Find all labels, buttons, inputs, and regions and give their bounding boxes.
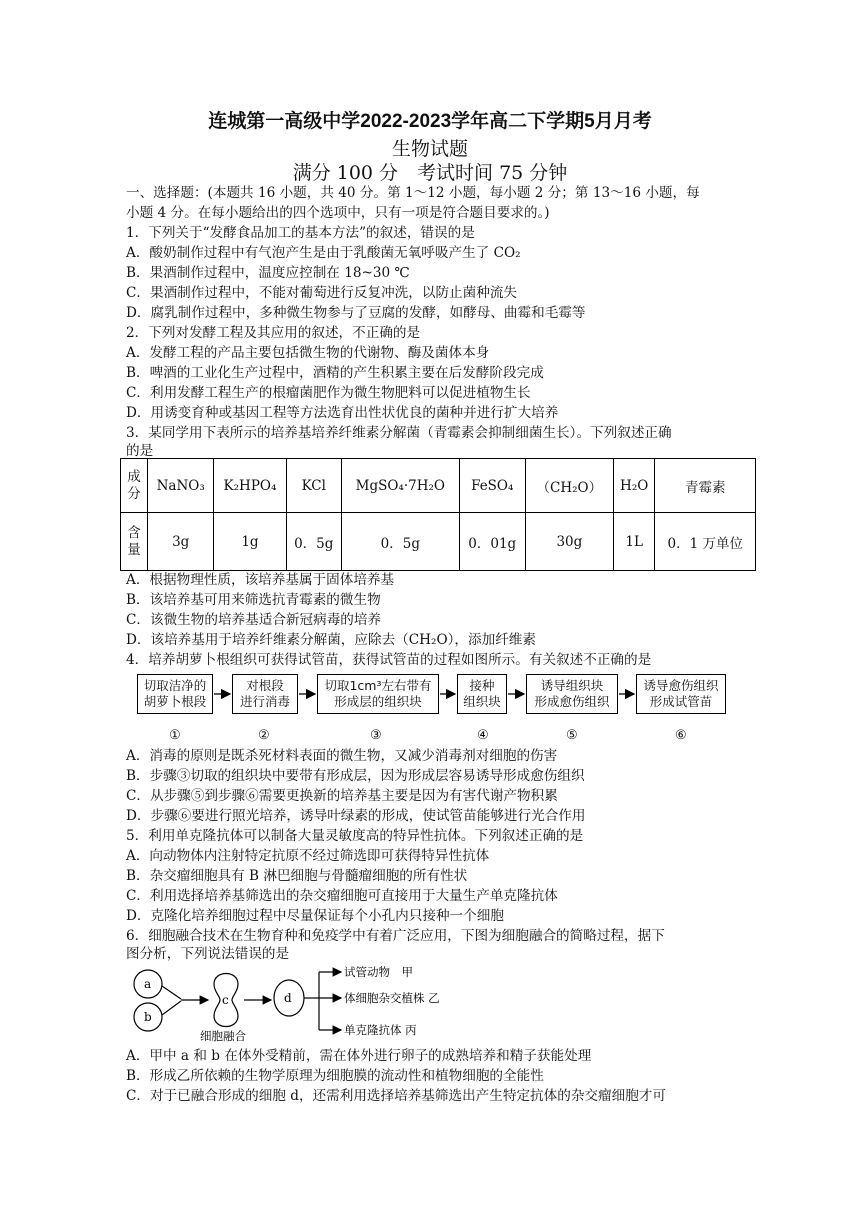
component-cell: K₂HPO₄ <box>214 459 286 513</box>
q2-option-d: D．用诱变育种或基因工程等方法选育出性状优良的菌种并进行扩大培养 <box>126 405 559 421</box>
flow-step-text: 进行消毒 <box>239 694 290 709</box>
q6-stem-line2: 图分析，下列说法错误的是 <box>126 946 290 962</box>
q4-option-d: D．步骤⑥要进行照光培养，诱导叶绿素的形成，使试管苗能够进行光合作用 <box>126 808 586 824</box>
q2-option-b: B．啤酒的工业化生产过程中，酒精的产生积累主要在后发酵阶段完成 <box>126 365 544 381</box>
flow-step-text: 形成层的组织块 <box>334 694 422 709</box>
cell-fusion-diagram <box>126 962 466 1044</box>
component-cell: 青霉素 <box>655 459 756 513</box>
flow-step-text: 胡萝卜根段 <box>143 694 207 709</box>
q3-option-d: D．该培养基用于培养纤维素分解菌，应除去（CH₂O），添加纤维素 <box>126 632 536 648</box>
flow-step-text: 对根段 <box>246 678 284 693</box>
exam-subject: 生物试题 <box>391 138 468 160</box>
q5-option-c: C．利用选择培养基筛选出的杂交瘤细胞可直接用于大量生产单克隆抗体 <box>126 888 558 904</box>
amount-cell: 0．5g <box>286 513 341 571</box>
component-cell: NaNO₃ <box>148 459 214 513</box>
component-cell: FeSO₄ <box>459 459 525 513</box>
q5-stem: 5．利用单克隆抗体可以制备大量灵敏度高的特异性抗体。下列叙述正确的是 <box>126 828 584 844</box>
row-header-text: 成分 <box>127 468 141 502</box>
q1-option-c: C．果酒制作过程中，不能对葡萄进行反复冲洗，以防止菌种流失 <box>126 285 518 301</box>
output-bing-label: 单克隆抗体 丙 <box>344 1023 417 1037</box>
flow-step-text: 诱导愈伤组织 <box>643 678 719 693</box>
q2-option-a: A．发酵工程的产品主要包括微生物的代谢物、酶及菌体本身 <box>126 345 490 361</box>
section-instructions-2: 小题 4 分。在每小题给出的四个选项中，只有一项是符合题目要求的。) <box>126 205 550 221</box>
cell-d-label: d <box>284 991 292 1005</box>
q3-option-c: C．该微生物的培养基适合新冠病毒的培养 <box>126 612 382 628</box>
amount-cell: 1L <box>613 513 655 571</box>
amount-cell: 1g <box>214 513 286 571</box>
cell-b-label: b <box>144 1010 152 1024</box>
flow-step-text: 诱导组织块 <box>540 678 604 693</box>
q5-option-a: A．向动物体内注射特定抗原不经过筛选即可获得特异性抗体 <box>126 848 490 864</box>
q5-option-d: D．克隆化培养细胞过程中尽量保证每个小孔内只接种一个细胞 <box>126 908 504 924</box>
q2-stem: 2．下列对发酵工程及其应用的叙述，不正确的是 <box>126 325 421 341</box>
q4-stem: 4．培养胡萝卜根组织可获得试管苗，获得试管苗的过程如图所示。有关叙述不正确的是 <box>126 652 652 668</box>
q4-option-c: C．从步骤⑤到步骤⑥需要更换新的培养基主要是因为有害代谢产物积累 <box>126 788 558 804</box>
flow-step-text: 形成试管苗 <box>649 694 713 709</box>
q1-option-b: B．果酒制作过程中，温度应控制在 18~30 ℃ <box>126 265 410 281</box>
q6-option-a: A．甲中 a 和 b 在体外受精前，需在体外进行卵子的成熟培养和精子获能处理 <box>126 1048 592 1064</box>
q1-option-a: A．酸奶制作过程中有气泡产生是由于乳酸菌无氧呼吸产生了 CO₂ <box>126 245 521 261</box>
output-jia-label: 试管动物 甲 <box>344 965 413 979</box>
component-cell: KCl <box>286 459 341 513</box>
q4-option-a: A．消毒的原则是既杀死材料表面的微生物，又减少消毒剂对细胞的伤害 <box>126 748 558 764</box>
q4-option-b: B．步骤③切取的组织块中要带有形成层，因为形成层容易诱导形成愈伤组织 <box>126 768 585 784</box>
q1-option-d: D．腐乳制作过程中，多种微生物参与了豆腐的发酵，如酵母、曲霉和毛霉等 <box>126 305 586 321</box>
step-number: ③ <box>370 728 382 743</box>
q3-stem-line2: 的是 <box>126 443 154 459</box>
q2-option-c: C．利用发酵工程生产的根瘤菌肥作为微生物肥料可以促进植物生长 <box>126 385 531 401</box>
merge-line <box>162 986 181 999</box>
fusion-caption: 细胞融合 <box>200 1029 246 1043</box>
merge-line <box>162 1001 181 1015</box>
section-instructions-1: 一、选择题：(本题共 16 小题，共 40 分。第 1～12 小题，每小题 2 分；第 13～16 小题，每 <box>126 185 700 201</box>
component-cell: （CH₂O） <box>525 459 613 513</box>
amount-cell: 0．1 万单位 <box>655 513 756 571</box>
output-yi-label: 体细胞杂交植株 乙 <box>344 991 440 1005</box>
step-number: ④ <box>477 728 489 743</box>
amount-cell: 30g <box>525 513 613 571</box>
q5-option-b: B．杂交瘤细胞具有 B 淋巴细胞与骨髓瘤细胞的所有性状 <box>126 868 468 884</box>
flow-step-text: 形成愈伤组织 <box>534 694 610 709</box>
flow-step-text: 组织块 <box>463 694 501 709</box>
component-cell: MgSO₄·7H₂O <box>341 459 459 513</box>
exam-title: 连城第一高级中学2022-2023学年高二下学期5月月考 <box>208 111 652 132</box>
step-number: ⑤ <box>566 728 578 743</box>
exam-info: 满分 100 分 考试时间 75 分钟 <box>292 162 568 184</box>
step-number: ② <box>258 728 270 743</box>
q6-stem-line1: 6．细胞融合技术在生物育种和免疫学中有着广泛应用，下图为细胞融合的简略过程，据下 <box>126 928 665 944</box>
step-number: ① <box>169 728 181 743</box>
q6-option-c: C．对于已融合形成的细胞 d，还需利用选择培养基筛选出产生特定抗体的杂交瘤细胞才可 <box>126 1088 666 1104</box>
q3-stem-line1: 3．某同学用下表所示的培养基培养纤维素分解菌（青霉素会抑制细菌生长）。下列叙述正确 <box>126 425 672 441</box>
flow-step-text: 切取洁净的 <box>143 678 207 693</box>
q3-option-a: A．根据物理性质，该培养基属于固体培养基 <box>126 572 395 588</box>
cell-c-label: c <box>222 993 229 1007</box>
amount-cell: 0．5g <box>341 513 459 571</box>
flow-step-text: 接种 <box>469 678 495 693</box>
q1-stem: 1．下列关于“发酵食品加工的基本方法”的叙述，错误的是 <box>126 225 475 241</box>
q3-option-b: B．该培养基可用来筛选抗青霉素的微生物 <box>126 592 381 608</box>
component-cell: H₂O <box>613 459 655 513</box>
step-number: ⑥ <box>675 728 687 743</box>
q6-option-b: B．形成乙所依赖的生物学原理为细胞膜的流动性和植物细胞的全能性 <box>126 1068 544 1084</box>
amount-cell: 0．01g <box>459 513 525 571</box>
amount-cell: 3g <box>148 513 214 571</box>
cell-a-label: a <box>144 977 152 991</box>
row-header-text: 含量 <box>127 524 141 558</box>
flow-step-text: 切取1cm³左右带有 <box>324 678 432 693</box>
